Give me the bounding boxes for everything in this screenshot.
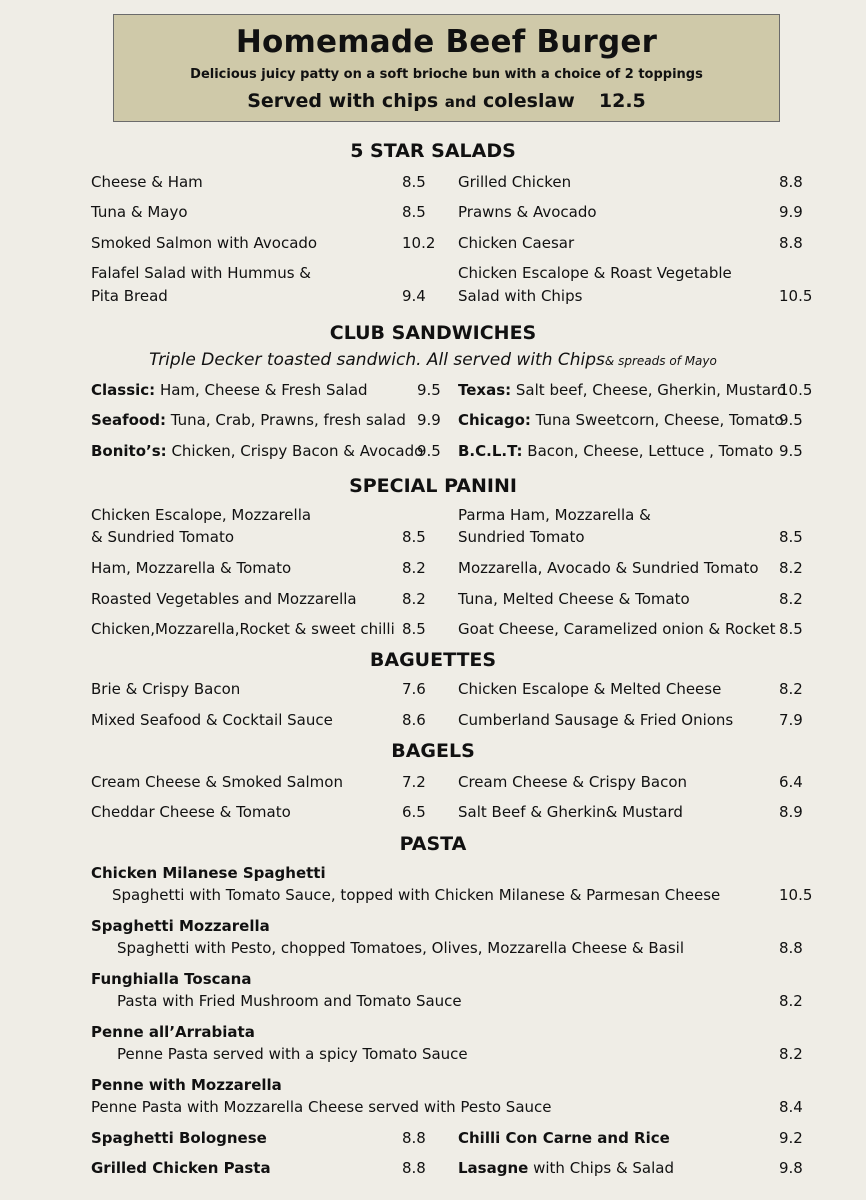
menu-item-name: Mozzarella, Avocado & Sundried Tomato xyxy=(458,559,759,577)
menu-item-name: Tuna & Mayo xyxy=(91,203,188,221)
section-heading-panini: SPECIAL PANINI xyxy=(349,475,517,497)
menu-item-name: Cumberland Sausage & Fried Onions xyxy=(458,711,734,729)
menu-item-name xyxy=(91,409,406,431)
menu-item-label: Texas: xyxy=(458,381,512,399)
menu-item-name: Chicken Escalope & Melted Cheese xyxy=(458,680,722,698)
menu-item-price: 7.6 xyxy=(402,680,426,698)
menu-item-name: Prawns & Avocado xyxy=(458,203,597,221)
burger-banner xyxy=(113,14,780,122)
menu-item-name-line2: & Sundried Tomato xyxy=(91,528,235,546)
menu-item-price: 8.2 xyxy=(779,680,803,698)
menu-item-price: 9.8 xyxy=(779,1159,803,1177)
section-heading-club: CLUB SANDWICHES xyxy=(329,322,537,344)
menu-item-price: 8.2 xyxy=(779,590,803,608)
menu-item-label: Bonito’s: xyxy=(91,442,167,460)
menu-item-price: 9.9 xyxy=(417,411,441,429)
menu-item-price: 8.2 xyxy=(402,559,426,577)
menu-item-price: 8.8 xyxy=(779,173,803,191)
menu-item-label: B.C.L.T: xyxy=(458,442,523,460)
menu-item-name-line2: Salad with Chips xyxy=(458,287,583,305)
menu-item-price: 8.6 xyxy=(402,711,426,729)
menu-item-desc: Tuna, Crab, Prawns, fresh salad xyxy=(165,411,406,429)
menu-item-name: Smoked Salmon with Avocado xyxy=(91,234,318,252)
menu-item-price: 8.5 xyxy=(402,203,426,221)
menu-item-price: 8.8 xyxy=(779,234,803,252)
menu-item-price: 7.9 xyxy=(779,711,803,729)
menu-item-price: 10.5 xyxy=(779,886,813,904)
pasta-item-desc: Spaghetti with Pesto, chopped Tomatoes, Olives, Mozzarella Cheese & Basil xyxy=(117,939,685,957)
section-heading-pasta: PASTA xyxy=(399,833,467,855)
menu-item-price: 8.9 xyxy=(779,803,803,821)
menu-item-price: 8.5 xyxy=(779,620,803,638)
menu-item-label: Lasagne xyxy=(458,1159,529,1177)
menu-item-price: 9.5 xyxy=(417,442,441,460)
menu-item-price: 8.4 xyxy=(779,1098,803,1116)
menu-item-price: 10.5 xyxy=(779,381,813,399)
menu-item-price: 6.5 xyxy=(402,803,426,821)
burger-price: 12.5 xyxy=(598,90,646,112)
menu-item-price: 8.5 xyxy=(402,528,426,546)
menu-item-desc: with Chips & Salad xyxy=(528,1159,674,1177)
club-subtitle xyxy=(0,349,866,372)
burger-served-line xyxy=(114,88,779,115)
menu-item-price: 9.9 xyxy=(779,203,803,221)
menu-item-price: 9.5 xyxy=(417,381,441,399)
pasta-item-name: Spaghetti Mozzarella xyxy=(91,917,270,935)
menu-item-price: 8.8 xyxy=(402,1129,426,1147)
burger-served-b: coleslaw xyxy=(482,90,575,112)
menu-item-name: Chicken,Mozzarella,Rocket & sweet chilli xyxy=(91,620,395,638)
menu-item-name: Goat Cheese, Caramelized onion & Rocket xyxy=(458,620,776,638)
menu-item-price: 8.8 xyxy=(779,939,803,957)
section-heading-salads: 5 STAR SALADS xyxy=(350,140,516,162)
menu-item-name: Brie & Crispy Bacon xyxy=(91,680,241,698)
menu-item-name xyxy=(458,409,784,431)
menu-item-name: Chicken Caesar xyxy=(458,234,575,252)
menu-item-label: Seafood: xyxy=(91,411,166,429)
burger-description: Delicious juicy patty on a soft brioche bun with a choice of 2 toppings xyxy=(190,67,703,82)
menu-item-price: 10.5 xyxy=(779,287,813,305)
menu-item-name xyxy=(458,379,786,401)
club-subtitle-small: & spreads of Mayo xyxy=(604,354,717,368)
pasta-item-name: Chicken Milanese Spaghetti xyxy=(91,864,326,882)
menu-item-name-line1: Chicken Escalope & Roast Vegetable xyxy=(458,264,732,282)
menu-item-desc: Salt beef, Cheese, Gherkin, Mustard xyxy=(511,381,787,399)
menu-item-name: Spaghetti Bolognese xyxy=(91,1129,267,1147)
menu-item-name: Cream Cheese & Smoked Salmon xyxy=(91,773,343,791)
pasta-item-name: Penne all’Arrabiata xyxy=(91,1023,255,1041)
menu-item-price: 8.2 xyxy=(779,559,803,577)
menu-item-label: Chicago: xyxy=(458,411,531,429)
menu-item-name-line1: Falafel Salad with Hummus & xyxy=(91,264,311,282)
menu-item-price: 9.5 xyxy=(779,442,803,460)
pasta-item-desc: Penne Pasta served with a spicy Tomato Sauce xyxy=(117,1045,468,1063)
menu-item-name xyxy=(91,440,423,462)
menu-item-name: Grilled Chicken Pasta xyxy=(91,1159,271,1177)
pasta-item-name: Funghialla Toscana xyxy=(91,970,252,988)
menu-item-price: 8.2 xyxy=(779,1045,803,1063)
menu-item-name: Ham, Mozzarella & Tomato xyxy=(91,559,292,577)
pasta-item-desc: Spaghetti with Tomato Sauce, topped with Chicken Milanese & Parmesan Cheese xyxy=(112,886,721,904)
menu-item-price: 9.2 xyxy=(779,1129,803,1147)
menu-item-name xyxy=(458,1157,674,1179)
menu-item-name: Mixed Seafood & Cocktail Sauce xyxy=(91,711,333,729)
club-subtitle-main: Triple Decker toasted sandwich. All served with Chips xyxy=(149,350,605,370)
menu-item-label: Classic: xyxy=(91,381,156,399)
menu-item-desc: Ham, Cheese & Fresh Salad xyxy=(155,381,368,399)
menu-item-price: 6.4 xyxy=(779,773,803,791)
menu-item-price: 9.5 xyxy=(779,411,803,429)
menu-item-name: Cheese & Ham xyxy=(91,173,203,191)
pasta-item-desc: Penne Pasta with Mozzarella Cheese served with Pesto Sauce xyxy=(91,1098,552,1116)
menu-item-desc: Bacon, Cheese, Lettuce , Tomato xyxy=(522,442,774,460)
menu-item-price: 8.2 xyxy=(779,992,803,1010)
pasta-item-desc: Pasta with Fried Mushroom and Tomato Sauce xyxy=(117,992,462,1010)
menu-item-name-line2: Pita Bread xyxy=(91,287,168,305)
menu-item-name-line1: Chicken Escalope, Mozzarella xyxy=(91,506,312,524)
menu-item-price: 10.2 xyxy=(402,234,436,252)
menu-item-price: 9.4 xyxy=(402,287,426,305)
menu-item-desc: Chicken, Crispy Bacon & Avocado xyxy=(166,442,424,460)
menu-item-name-line2: Sundried Tomato xyxy=(458,528,585,546)
menu-item-price: 8.8 xyxy=(402,1159,426,1177)
section-heading-baguettes: BAGUETTES xyxy=(369,649,497,671)
menu-item-name: Cheddar Cheese & Tomato xyxy=(91,803,291,821)
menu-item-name xyxy=(458,440,773,462)
menu-item-price: 8.5 xyxy=(779,528,803,546)
menu-item-name: Chilli Con Carne and Rice xyxy=(458,1129,670,1147)
menu-item-name: Salt Beef & Gherkin& Mustard xyxy=(458,803,683,821)
menu-item-name: Grilled Chicken xyxy=(458,173,572,191)
menu-item-name-line1: Parma Ham, Mozzarella & xyxy=(458,506,651,524)
section-heading-bagels: BAGELS xyxy=(391,740,475,762)
menu-item-price: 8.2 xyxy=(402,590,426,608)
menu-item-name: Cream Cheese & Crispy Bacon xyxy=(458,773,688,791)
menu-item-desc: Tuna Sweetcorn, Cheese, Tomato xyxy=(530,411,784,429)
menu-item-name: Roasted Vegetables and Mozzarella xyxy=(91,590,357,608)
menu-item-price: 8.5 xyxy=(402,173,426,191)
menu-item-price: 8.5 xyxy=(402,620,426,638)
pasta-item-name: Penne with Mozzarella xyxy=(91,1076,282,1094)
burger-served-a: Served with chips xyxy=(247,90,439,112)
burger-title: Homemade Beef Burger xyxy=(235,24,658,60)
burger-served-and: and xyxy=(444,93,477,111)
menu-item-name xyxy=(91,379,368,401)
menu-item-price: 7.2 xyxy=(402,773,426,791)
menu-item-name: Tuna, Melted Cheese & Tomato xyxy=(458,590,690,608)
